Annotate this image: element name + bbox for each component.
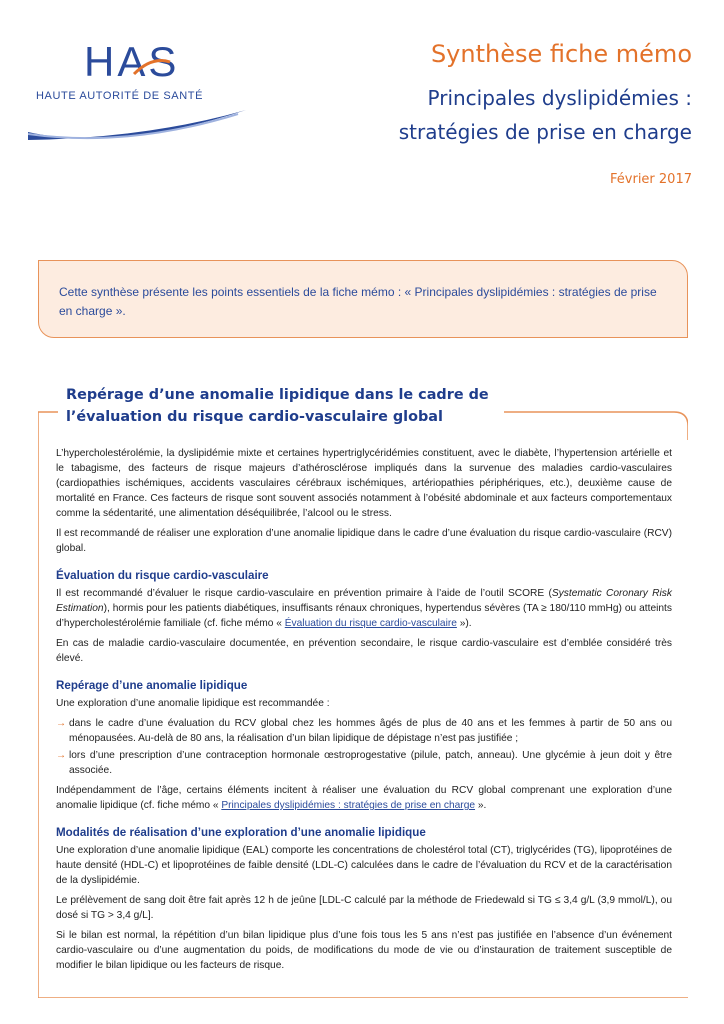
logo-subtitle: HAUTE AUTORITÉ DE SANTÉ: [36, 90, 204, 102]
arrow-bullet-icon: →: [56, 750, 67, 761]
link-evaluation-risque[interactable]: Évaluation du risque cardio-vasculaire: [284, 618, 457, 629]
subheading-reperage: Repérage d’une anomalie lipidique: [56, 679, 248, 692]
paragraph: Il est recommandé de réaliser une exploration d’une anomalie lipidique dans le cadre d’une évaluation du risque cardio-vasculaire (RCV) global.: [56, 528, 672, 554]
subheading-modalites: Modalités de réalisation d’une exploration d’une anomalie lipidique: [56, 826, 426, 839]
paragraph: En cas de maladie cardio-vasculaire documentée, en prévention secondaire, le risque cardio-vasculaire est d’emblée considéré très élevé.: [56, 638, 672, 664]
page-title-line2: stratégies de prise en charge: [398, 120, 692, 144]
list-item: → lors d’une prescription d’une contraception hormonale œstroprogestative (pilule, patch, anneau). Une glycémie à jeun doit y être associée.: [56, 750, 672, 776]
link-fiche-dyslipidemies[interactable]: Principales dyslipidémies : stratégies de prise en charge: [221, 800, 476, 811]
paragraph-evaluation: Il est recommandé d’évaluer le risque cardio-vasculaire en prévention primaire à l’aide de l’outil SCORE (Systematic Coronary Risk Estimation), hormis pour les patients diabétiques, insuffisants rénaux chroniques, hypertendus sévères (TA ≥ 180/110 mmHg) ou atteints d’hypercholestérolémie familiale (cf. fiche mémo « Évaluation du risque cardio-vasculaire »).: [56, 588, 672, 629]
section-title: Repérage d’une anomalie lipidique dans le cadre de l’évaluation du risque cardio-vasculaire global: [60, 384, 504, 428]
publication-date: Février 2017: [610, 172, 692, 187]
intro-box: [38, 260, 688, 338]
arrow-bullet-icon: →: [56, 718, 67, 729]
paragraph: Si le bilan est normal, la répétition d’un bilan lipidique plus d’une fois tous les 5 ans n’est pas justifiée en l’absence d’un événement cardio-vasculaire ou d’une augmentation du poids, de modifications du mode de vie ou d’instauration de traitement susceptible de modifier le bilan lipidique ou les facteurs de risque.: [56, 930, 672, 971]
section-body: [56, 446, 672, 978]
paragraph: Le prélèvement de sang doit être fait après 12 h de jeûne [LDL-C calculé par la méthode de Friedewald si TG ≤ 3,4 g/L (3,9 mmol/L), ou dosé si TG > 3,4 g/L].: [56, 895, 672, 921]
paragraph: Une exploration d’une anomalie lipidique est recommandée :: [56, 698, 330, 709]
document-type: Synthèse fiche mémo: [430, 40, 692, 68]
paragraph-reperage: Indépendamment de l’âge, certains éléments incitent à réaliser une évaluation du RCV global comprenant une exploration d’une anomalie lipidique (cf. fiche mémo « Principales dyslipidémies : stratégies de prise en charge ».: [56, 785, 672, 811]
has-logo: [28, 38, 248, 148]
subheading-evaluation: Évaluation du risque cardio-vasculaire: [56, 569, 269, 582]
list-item: → dans le cadre d’une évaluation du RCV global chez les hommes âgés de plus de 40 ans et les femmes à partir de 50 ans ou ménopausées. Au-delà de 80 ans, la réalisation d’un bilan lipidique de dépistage n’est pas justifiée ;: [56, 718, 672, 744]
logo-swoosh-icon: [28, 104, 248, 148]
intro-text: Cette synthèse présente les points essentiels de la fiche mémo : « Principales dyslipidémies : stratégies de prise en charge ».: [59, 285, 657, 318]
logo-wordmark: HAS: [84, 38, 180, 85]
paragraph: Une exploration d’une anomalie lipidique (EAL) comporte les concentrations de cholestérol total (CT), triglycérides (TG), lipoprotéines de haute densité (HDL-C) et lipoprotéines de faible densité (LDL-C) calculées dans le cadre de l’évaluation du RCV et de la caractérisation de la dyslipidémie.: [56, 845, 672, 886]
logo-accent-icon: [132, 52, 172, 80]
page-title-line1: Principales dyslipidémies :: [427, 86, 692, 110]
paragraph: L’hypercholestérolémie, la dyslipidémie mixte et certaines hypertriglycéridémies constituent, avec le diabète, l’hypertension artérielle et le tabagisme, des facteurs de risque majeurs d’athérosclérose impliqués dans la survenue des maladies cardio-vasculaires (cardiopathies ischémiques, accidents vasculaires cérébraux ischémiques, artériopathies périphériques, etc.), deuxième cause de mortalité en France. Ces facteurs de risque sont souvent associés notamment à l’obésité abdominale et aux facteurs comportementaux comme la sédentarité, une alimentation déséquilibrée, l’alcool ou le stress.: [56, 448, 672, 519]
